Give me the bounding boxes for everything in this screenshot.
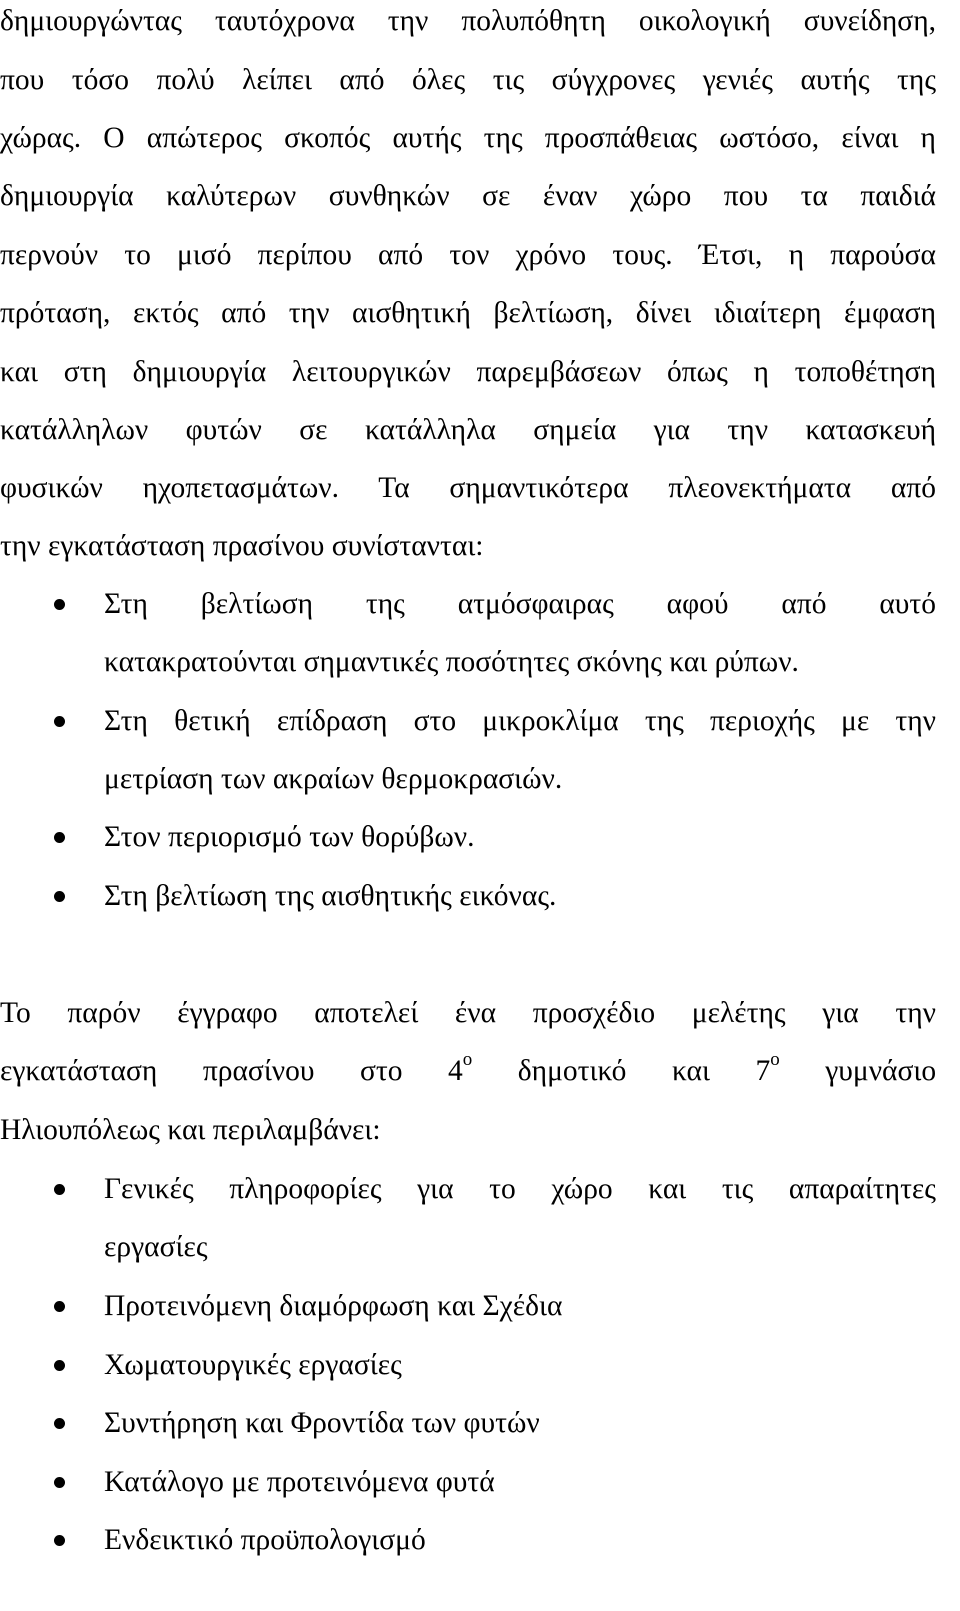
ordinal-suffix: ο	[462, 1049, 473, 1070]
paragraph-1-line-1: δημιουργώντας ταυτόχρονα την πολυπόθητη οικολογική συνείδηση,	[0, 5, 936, 37]
benefit-item-2-line-2: μετρίαση των ακραίων θερμοκρασιών.	[104, 763, 563, 795]
bullet-icon	[54, 1184, 65, 1195]
word-installation: εγκατάσταση	[0, 1055, 158, 1087]
paragraph-1-line-2: που τόσο πολύ λείπει από όλες τις σύγχρονες γενιές αυτής της	[0, 64, 936, 96]
paragraph-2-line-2	[0, 1051, 936, 1091]
content-item-6: Ενδεικτικό προϋπολογισμό	[104, 1524, 426, 1556]
content-item-5: Κατάλογο με προτεινόμενα φυτά	[104, 1466, 495, 1498]
bullet-icon	[54, 599, 65, 610]
word-primary-school: δημοτικό	[517, 1055, 627, 1087]
bullet-icon	[54, 1301, 65, 1312]
bullet-icon	[54, 1477, 65, 1488]
bullet-icon	[54, 1418, 65, 1429]
ordinal-7th	[755, 1049, 780, 1087]
paragraph-1-line-7: και στη δημιουργία λειτουργικών παρεμβάσεων όπως η τοποθέτηση	[0, 356, 936, 388]
benefit-item-1-line-2: κατακρατούνται σημαντικές ποσότητες σκόνης και ρύπων.	[104, 646, 799, 678]
benefit-item-4: Στη βελτίωση της αισθητικής εικόνας.	[104, 880, 557, 912]
bullet-icon	[54, 891, 65, 902]
paragraph-1-line-10: την εγκατάσταση πρασίνου συνίστανται:	[0, 530, 484, 562]
paragraph-1-line-4: δημιουργία καλύτερων συνθηκών σε έναν χώρο που τα παιδιά	[0, 180, 936, 212]
content-item-1-line-2: εργασίες	[104, 1231, 208, 1263]
paragraph-2-line-1: Το παρόν έγγραφο αποτελεί ένα προσχέδιο μελέτης για την	[0, 997, 936, 1029]
bullet-icon	[54, 716, 65, 727]
bullet-icon	[54, 832, 65, 843]
paragraph-1-line-5: περνούν το μισό περίπου από τον χρόνο τους. Έτσι, η παρούσα	[0, 239, 936, 271]
benefit-item-3: Στον περιορισμό των θορύβων.	[104, 821, 475, 853]
benefit-item-1-line-1: Στη βελτίωση της ατμόσφαιρας αφού από αυτό	[104, 588, 936, 620]
ordinal-number: 4	[448, 1055, 463, 1087]
bullet-icon	[54, 1535, 65, 1546]
ordinal-4th	[448, 1049, 473, 1087]
ordinal-number: 7	[755, 1055, 771, 1087]
ordinal-suffix: ο	[770, 1049, 780, 1070]
word-high-school: γυμνάσιο	[825, 1055, 937, 1087]
content-item-2: Προτεινόμενη διαμόρφωση και Σχέδια	[104, 1290, 563, 1322]
word-at: στο	[359, 1055, 403, 1087]
bullet-icon	[54, 1360, 65, 1371]
content-item-3: Χωματουργικές εργασίες	[104, 1349, 402, 1381]
word-greenery: πρασίνου	[202, 1055, 315, 1087]
paragraph-1-line-9: φυσικών ηχοπετασμάτων. Τα σημαντικότερα πλεονεκτήματα από	[0, 472, 936, 504]
benefit-item-2-line-1: Στη θετική επίδραση στο μικροκλίμα της περιοχής με την	[104, 705, 936, 737]
paragraph-1-line-8: κατάλληλων φυτών σε κατάλληλα σημεία για την κατασκευή	[0, 414, 936, 446]
word-and: και	[671, 1055, 710, 1087]
paragraph-2-line-3: Ηλιουπόλεως και περιλαμβάνει:	[0, 1114, 381, 1146]
paragraph-1-line-6: πρόταση, εκτός από την αισθητική βελτίωση, δίνει ιδιαίτερη έμφαση	[0, 297, 936, 329]
content-item-4: Συντήρηση και Φροντίδα των φυτών	[104, 1407, 540, 1439]
content-item-1-line-1: Γενικές πληροφορίες για το χώρο και τις απαραίτητες	[104, 1173, 936, 1205]
paragraph-1-line-3: χώρας. Ο απώτερος σκοπός αυτής της προσπάθειας ωστόσο, είναι η	[0, 122, 936, 154]
